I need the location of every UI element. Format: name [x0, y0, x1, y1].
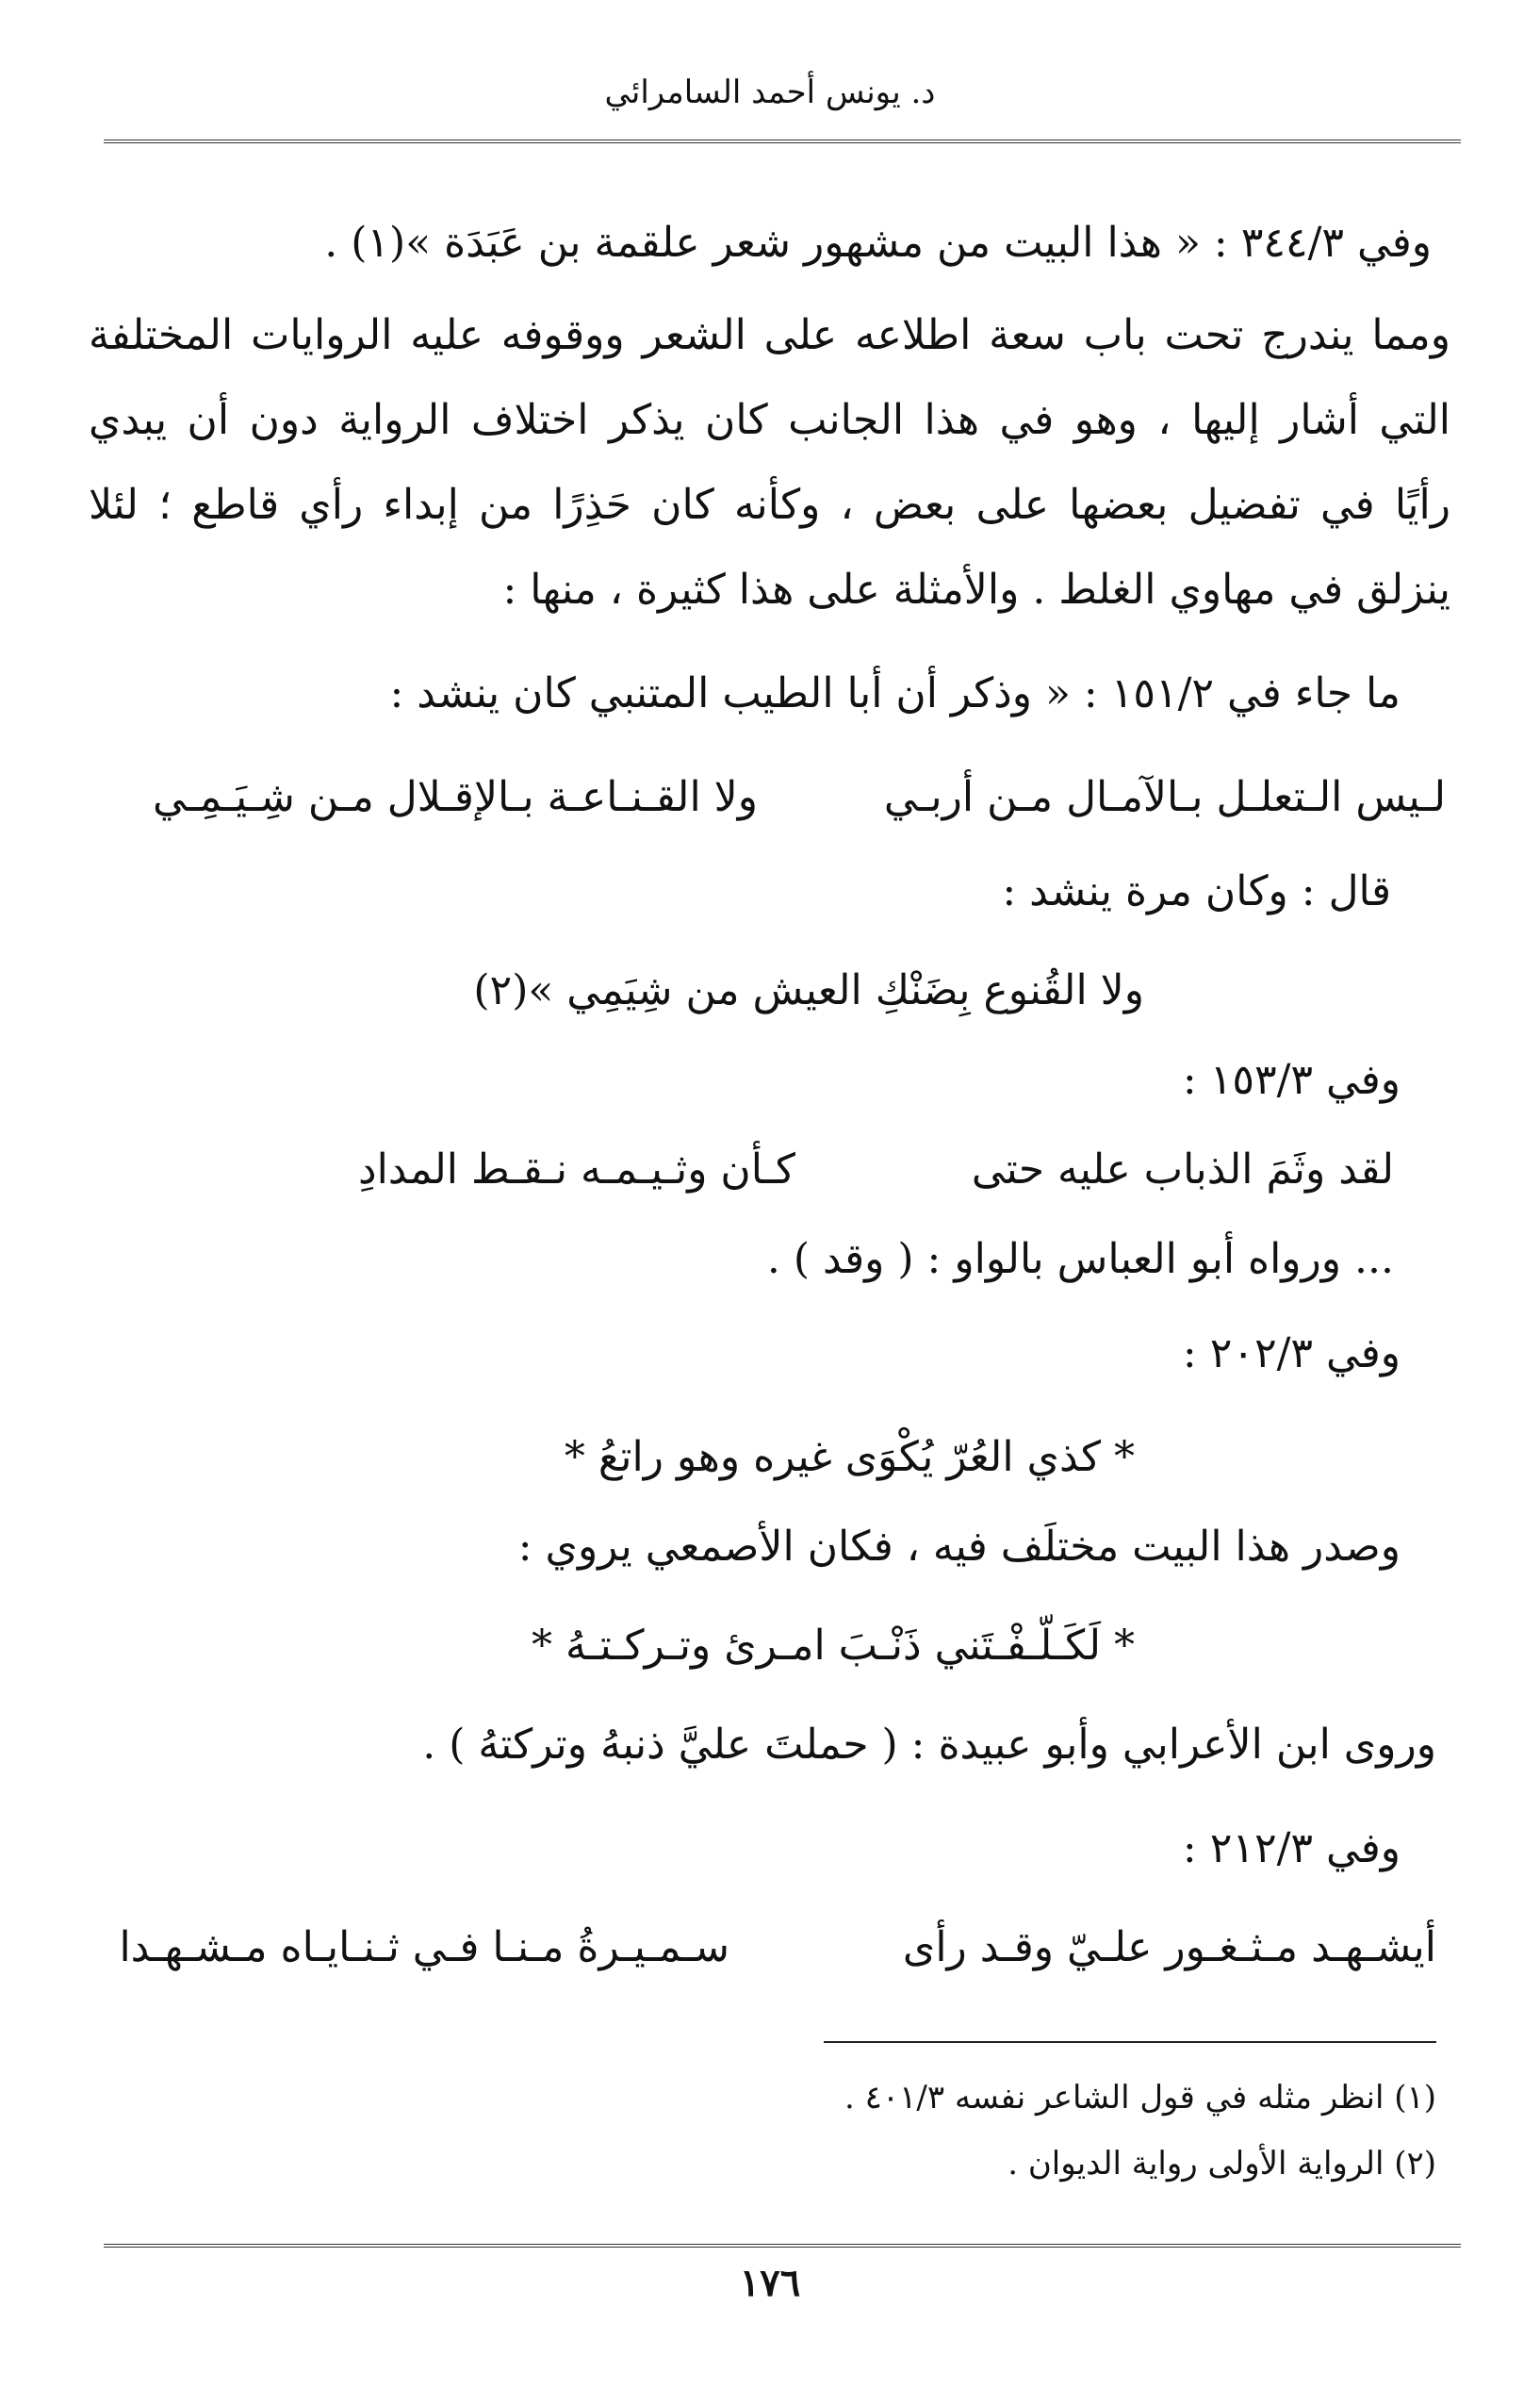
verse-hemistich-second: سـمـيـرةُ مـنـا فـي ثـنـايـاه مـشـهـدا	[119, 1923, 729, 1971]
paragraph-line: ما جاء في ١٥١/٢ : « وذكر أن أبا الطيب المتنبي كان ينشد :	[389, 669, 1401, 717]
paragraph-line: وفي ١٥٣/٣ :	[1182, 1056, 1401, 1104]
running-header: د. يونس أحمد السامرائي	[604, 74, 936, 111]
paragraph-line: رأيًا في تفضيل بعضها على بعض ، وكأنه كان حَذِرًا من إبداء رأي قاطع ؛ لئلا	[89, 481, 1450, 529]
paragraph-line: وفي ٢٠٢/٣ :	[1182, 1329, 1401, 1377]
verse-hemistich-first: لقد وثَمَ الذباب عليه حتى	[971, 1145, 1394, 1194]
paragraph-line: وصدر هذا البيت مختلَف فيه ، فكان الأصمعي يروي :	[517, 1523, 1401, 1571]
paragraph-line: التي أشار إليها ، وهو في هذا الجانب كان يذكر اختلاف الرواية دون أن يبدي	[89, 396, 1450, 444]
verse-hemistich: * لَكَـلّـفْـتَني ذَنْـبَ امـرئ وتـركـتـهُ *	[532, 1622, 1135, 1670]
paragraph-line: ينزلق في مهاوي الغلط . والأمثلة على هذا كثيرة ، منها :	[502, 566, 1450, 614]
paragraph-line: وفي ٢١٢/٣ :	[1182, 1824, 1401, 1872]
verse-hemistich-first: لـيس الـتعلـل بـالآمـال مـن أربـي	[883, 773, 1446, 821]
verse-hemistich-second: كـأن وثـيـمـه نـقـط المدادِ	[357, 1145, 795, 1194]
verse-hemistich: * كذي العُرّ يُكْوَى غيره وهو راتعُ *	[564, 1433, 1135, 1481]
paragraph-line: قال : وكان مرة ينشد :	[1002, 867, 1391, 915]
verse-hemistich-first: أيشـهـد مـثـغـور علـيّ وقـد رأى	[902, 1923, 1436, 1971]
verse-hemistich: ولا القُنوع بِضَنْكِ العيش من شِيَمِي »(٢)	[473, 966, 1144, 1014]
verse-hemistich-second: ولا القـنـاعـة بـالإقـلال مـن شِـيَـمِـي	[152, 773, 758, 821]
footer-rule	[104, 2244, 1461, 2248]
paragraph-line: ... ورواه أبو العباس بالواو : ( وقد ) .	[766, 1235, 1394, 1283]
footnote: (١) انظر مثله في قول الشاعر نفسه ٤٠١/٣ .	[844, 2079, 1436, 2117]
page-number: ١٧٦	[739, 2261, 801, 2305]
paragraph-line: وفي ٣٤٤/٣ : « هذا البيت من مشهور شعر علقمة بن عَبَدَة »(١) .	[324, 219, 1432, 267]
header-rule	[104, 140, 1461, 143]
paragraph-line: ومما يندرج تحت باب سعة اطلاعه على الشعر ووقوفه عليه الروايات المختلفة	[89, 311, 1450, 359]
footnote-rule	[824, 2041, 1436, 2043]
paragraph-line: وروى ابن الأعرابي وأبو عبيدة : ( حملتَ عليَّ ذنبهُ وتركتهُ ) .	[422, 1721, 1436, 1769]
footnote: (٢) الرواية الأولى رواية الديوان .	[1008, 2145, 1436, 2183]
